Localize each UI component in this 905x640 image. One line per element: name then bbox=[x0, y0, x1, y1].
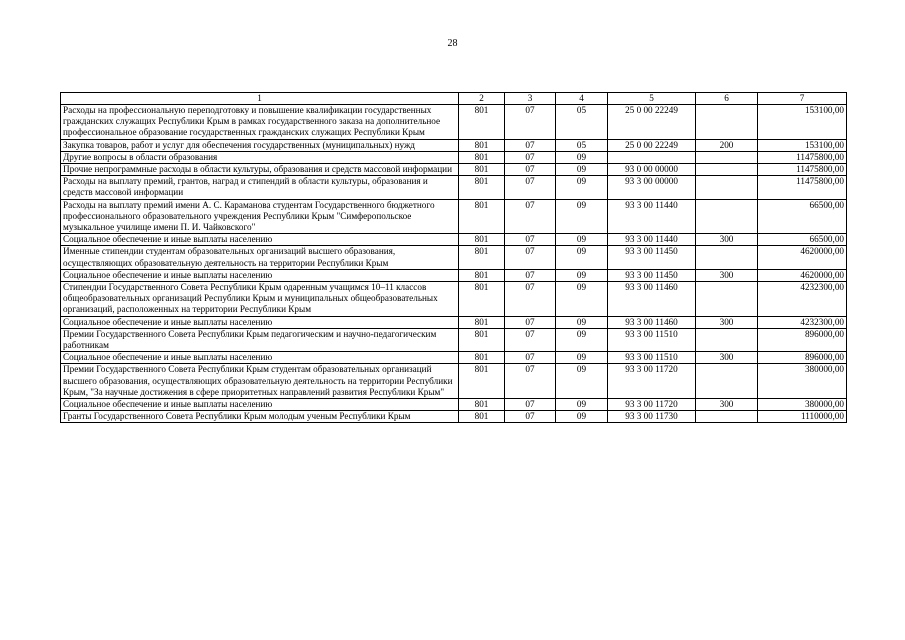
amount: 4232300,00 bbox=[758, 316, 847, 328]
section-code: 07 bbox=[505, 105, 556, 140]
department-code: 801 bbox=[459, 411, 505, 423]
amount: 380000,00 bbox=[758, 364, 847, 399]
section-code: 07 bbox=[505, 151, 556, 163]
column-number: 7 bbox=[758, 93, 847, 105]
amount: 66500,00 bbox=[758, 199, 847, 234]
subsection-code: 09 bbox=[556, 269, 608, 281]
department-code: 801 bbox=[459, 199, 505, 234]
table-row bbox=[61, 352, 847, 364]
target-article-code: 93 3 00 11460 bbox=[608, 282, 696, 317]
target-article-code: 93 3 00 11460 bbox=[608, 316, 696, 328]
table-row bbox=[61, 411, 847, 423]
table-row bbox=[61, 269, 847, 281]
expense-type-code: 300 bbox=[696, 234, 758, 246]
amount: 896000,00 bbox=[758, 328, 847, 351]
item-name: Социальное обеспечение и иные выплаты населению bbox=[61, 234, 459, 246]
section-code: 07 bbox=[505, 399, 556, 411]
section-code: 07 bbox=[505, 234, 556, 246]
expense-type-code bbox=[696, 411, 758, 423]
section-code: 07 bbox=[505, 246, 556, 269]
subsection-code: 09 bbox=[556, 282, 608, 317]
department-code: 801 bbox=[459, 246, 505, 269]
expense-type-code: 300 bbox=[696, 399, 758, 411]
target-article-code: 93 3 00 11510 bbox=[608, 352, 696, 364]
department-code: 801 bbox=[459, 352, 505, 364]
expense-type-code: 300 bbox=[696, 352, 758, 364]
item-name: Социальное обеспечение и иные выплаты населению bbox=[61, 352, 459, 364]
department-code: 801 bbox=[459, 234, 505, 246]
target-article-code: 93 3 00 11720 bbox=[608, 399, 696, 411]
item-name: Социальное обеспечение и иные выплаты населению bbox=[61, 316, 459, 328]
amount: 153100,00 bbox=[758, 139, 847, 151]
department-code: 801 bbox=[459, 399, 505, 411]
expense-type-code bbox=[696, 246, 758, 269]
target-article-code: 93 3 00 11450 bbox=[608, 269, 696, 281]
item-name: Закупка товаров, работ и услуг для обеспечения государственных (муниципальных) нужд bbox=[61, 139, 459, 151]
table-row bbox=[61, 282, 847, 317]
department-code: 801 bbox=[459, 364, 505, 399]
column-number: 1 bbox=[61, 93, 459, 105]
column-number: 4 bbox=[556, 93, 608, 105]
subsection-code: 09 bbox=[556, 234, 608, 246]
item-name: Стипендии Государственного Совета Республики Крым одаренным учащимся 10–11 классов общеобразовательных организаций Республики Крым и муниципальных общеобразовательных организаций, расположенных на территории Республики Крым bbox=[61, 282, 459, 317]
item-name: Прочие непрограммные расходы в области культуры, образования и средств массовой информации bbox=[61, 164, 459, 176]
subsection-code: 09 bbox=[556, 176, 608, 199]
item-name: Премии Государственного Совета Республики Крым педагогическим и научно-педагогическим работникам bbox=[61, 328, 459, 351]
subsection-code: 09 bbox=[556, 151, 608, 163]
item-name: Расходы на профессиональную переподготовку и повышение квалификации государственных гражданских служащих Республики Крым в рамках государственного заказа на дополнительное профессиональное образование государственных гражданских служащих Республики Крым bbox=[61, 105, 459, 140]
item-name: Другие вопросы в области образования bbox=[61, 151, 459, 163]
column-number: 6 bbox=[696, 93, 758, 105]
section-code: 07 bbox=[505, 199, 556, 234]
section-code: 07 bbox=[505, 352, 556, 364]
department-code: 801 bbox=[459, 282, 505, 317]
section-code: 07 bbox=[505, 269, 556, 281]
table-row bbox=[61, 151, 847, 163]
amount: 4232300,00 bbox=[758, 282, 847, 317]
section-code: 07 bbox=[505, 316, 556, 328]
budget-table bbox=[60, 92, 847, 423]
table-row bbox=[61, 176, 847, 199]
department-code: 801 bbox=[459, 151, 505, 163]
section-code: 07 bbox=[505, 282, 556, 317]
amount: 380000,00 bbox=[758, 399, 847, 411]
amount: 11475800,00 bbox=[758, 151, 847, 163]
expense-type-code: 200 bbox=[696, 139, 758, 151]
department-code: 801 bbox=[459, 316, 505, 328]
section-code: 07 bbox=[505, 176, 556, 199]
item-name: Расходы на выплату премий имени А. С. Караманова студентам Государственного бюджетного профессионального образовательного учреждения Республики Крым "Симферопольское музыкальное училище имени П. И. Чайковского" bbox=[61, 199, 459, 234]
column-number-row bbox=[61, 93, 847, 105]
amount: 4620000,00 bbox=[758, 246, 847, 269]
table-row bbox=[61, 199, 847, 234]
table-row bbox=[61, 399, 847, 411]
target-article-code: 25 0 00 22249 bbox=[608, 139, 696, 151]
target-article-code: 93 3 00 11440 bbox=[608, 199, 696, 234]
department-code: 801 bbox=[459, 105, 505, 140]
item-name: Социальное обеспечение и иные выплаты населению bbox=[61, 269, 459, 281]
amount: 11475800,00 bbox=[758, 164, 847, 176]
table-body bbox=[61, 105, 847, 423]
column-number: 3 bbox=[505, 93, 556, 105]
target-article-code: 93 3 00 11730 bbox=[608, 411, 696, 423]
target-article-code: 93 3 00 11450 bbox=[608, 246, 696, 269]
subsection-code: 09 bbox=[556, 316, 608, 328]
department-code: 801 bbox=[459, 164, 505, 176]
section-code: 07 bbox=[505, 139, 556, 151]
target-article-code bbox=[608, 151, 696, 163]
amount: 4620000,00 bbox=[758, 269, 847, 281]
expense-type-code: 300 bbox=[696, 316, 758, 328]
subsection-code: 09 bbox=[556, 328, 608, 351]
amount: 153100,00 bbox=[758, 105, 847, 140]
amount: 11475800,00 bbox=[758, 176, 847, 199]
item-name: Расходы на выплату премий, грантов, наград и стипендий в области культуры, образования и средств массовой информации bbox=[61, 176, 459, 199]
expense-type-code bbox=[696, 328, 758, 351]
target-article-code: 93 3 00 11720 bbox=[608, 364, 696, 399]
subsection-code: 09 bbox=[556, 199, 608, 234]
section-code: 07 bbox=[505, 411, 556, 423]
page-number: 28 bbox=[447, 38, 458, 49]
item-name: Именные стипендии студентам образовательных организаций высшего образования, осуществляющих образовательную деятельность на территории Республики Крым bbox=[61, 246, 459, 269]
item-name: Гранты Государственного Совета Республики Крым молодым ученым Республики Крым bbox=[61, 411, 459, 423]
subsection-code: 09 bbox=[556, 246, 608, 269]
section-code: 07 bbox=[505, 164, 556, 176]
table-row bbox=[61, 316, 847, 328]
expense-type-code bbox=[696, 364, 758, 399]
column-number: 5 bbox=[608, 93, 696, 105]
department-code: 801 bbox=[459, 176, 505, 199]
item-name: Премии Государственного Совета Республики Крым студентам образовательных организаций высшего образования, осуществляющих образовательную деятельность на территории Республики Крым, "За научные достижения в сфере приоритетных направлений развития Республики Крым" bbox=[61, 364, 459, 399]
table-row bbox=[61, 105, 847, 140]
expense-type-code bbox=[696, 151, 758, 163]
column-number: 2 bbox=[459, 93, 505, 105]
expense-type-code bbox=[696, 176, 758, 199]
subsection-code: 09 bbox=[556, 364, 608, 399]
department-code: 801 bbox=[459, 328, 505, 351]
section-code: 07 bbox=[505, 328, 556, 351]
subsection-code: 05 bbox=[556, 105, 608, 140]
table-row bbox=[61, 364, 847, 399]
item-name: Социальное обеспечение и иные выплаты населению bbox=[61, 399, 459, 411]
amount: 1110000,00 bbox=[758, 411, 847, 423]
table-row bbox=[61, 234, 847, 246]
department-code: 801 bbox=[459, 269, 505, 281]
department-code: 801 bbox=[459, 139, 505, 151]
target-article-code: 93 3 00 00000 bbox=[608, 176, 696, 199]
subsection-code: 09 bbox=[556, 352, 608, 364]
expense-type-code bbox=[696, 164, 758, 176]
table-row bbox=[61, 164, 847, 176]
subsection-code: 09 bbox=[556, 399, 608, 411]
table-row bbox=[61, 328, 847, 351]
target-article-code: 93 3 00 11510 bbox=[608, 328, 696, 351]
expense-type-code bbox=[696, 199, 758, 234]
table-row bbox=[61, 139, 847, 151]
section-code: 07 bbox=[505, 364, 556, 399]
amount: 896000,00 bbox=[758, 352, 847, 364]
expense-type-code bbox=[696, 282, 758, 317]
target-article-code: 93 3 00 11440 bbox=[608, 234, 696, 246]
subsection-code: 05 bbox=[556, 139, 608, 151]
expense-type-code: 300 bbox=[696, 269, 758, 281]
target-article-code: 25 0 00 22249 bbox=[608, 105, 696, 140]
subsection-code: 09 bbox=[556, 411, 608, 423]
amount: 66500,00 bbox=[758, 234, 847, 246]
target-article-code: 93 0 00 00000 bbox=[608, 164, 696, 176]
subsection-code: 09 bbox=[556, 164, 608, 176]
expense-type-code bbox=[696, 105, 758, 140]
table-row bbox=[61, 246, 847, 269]
